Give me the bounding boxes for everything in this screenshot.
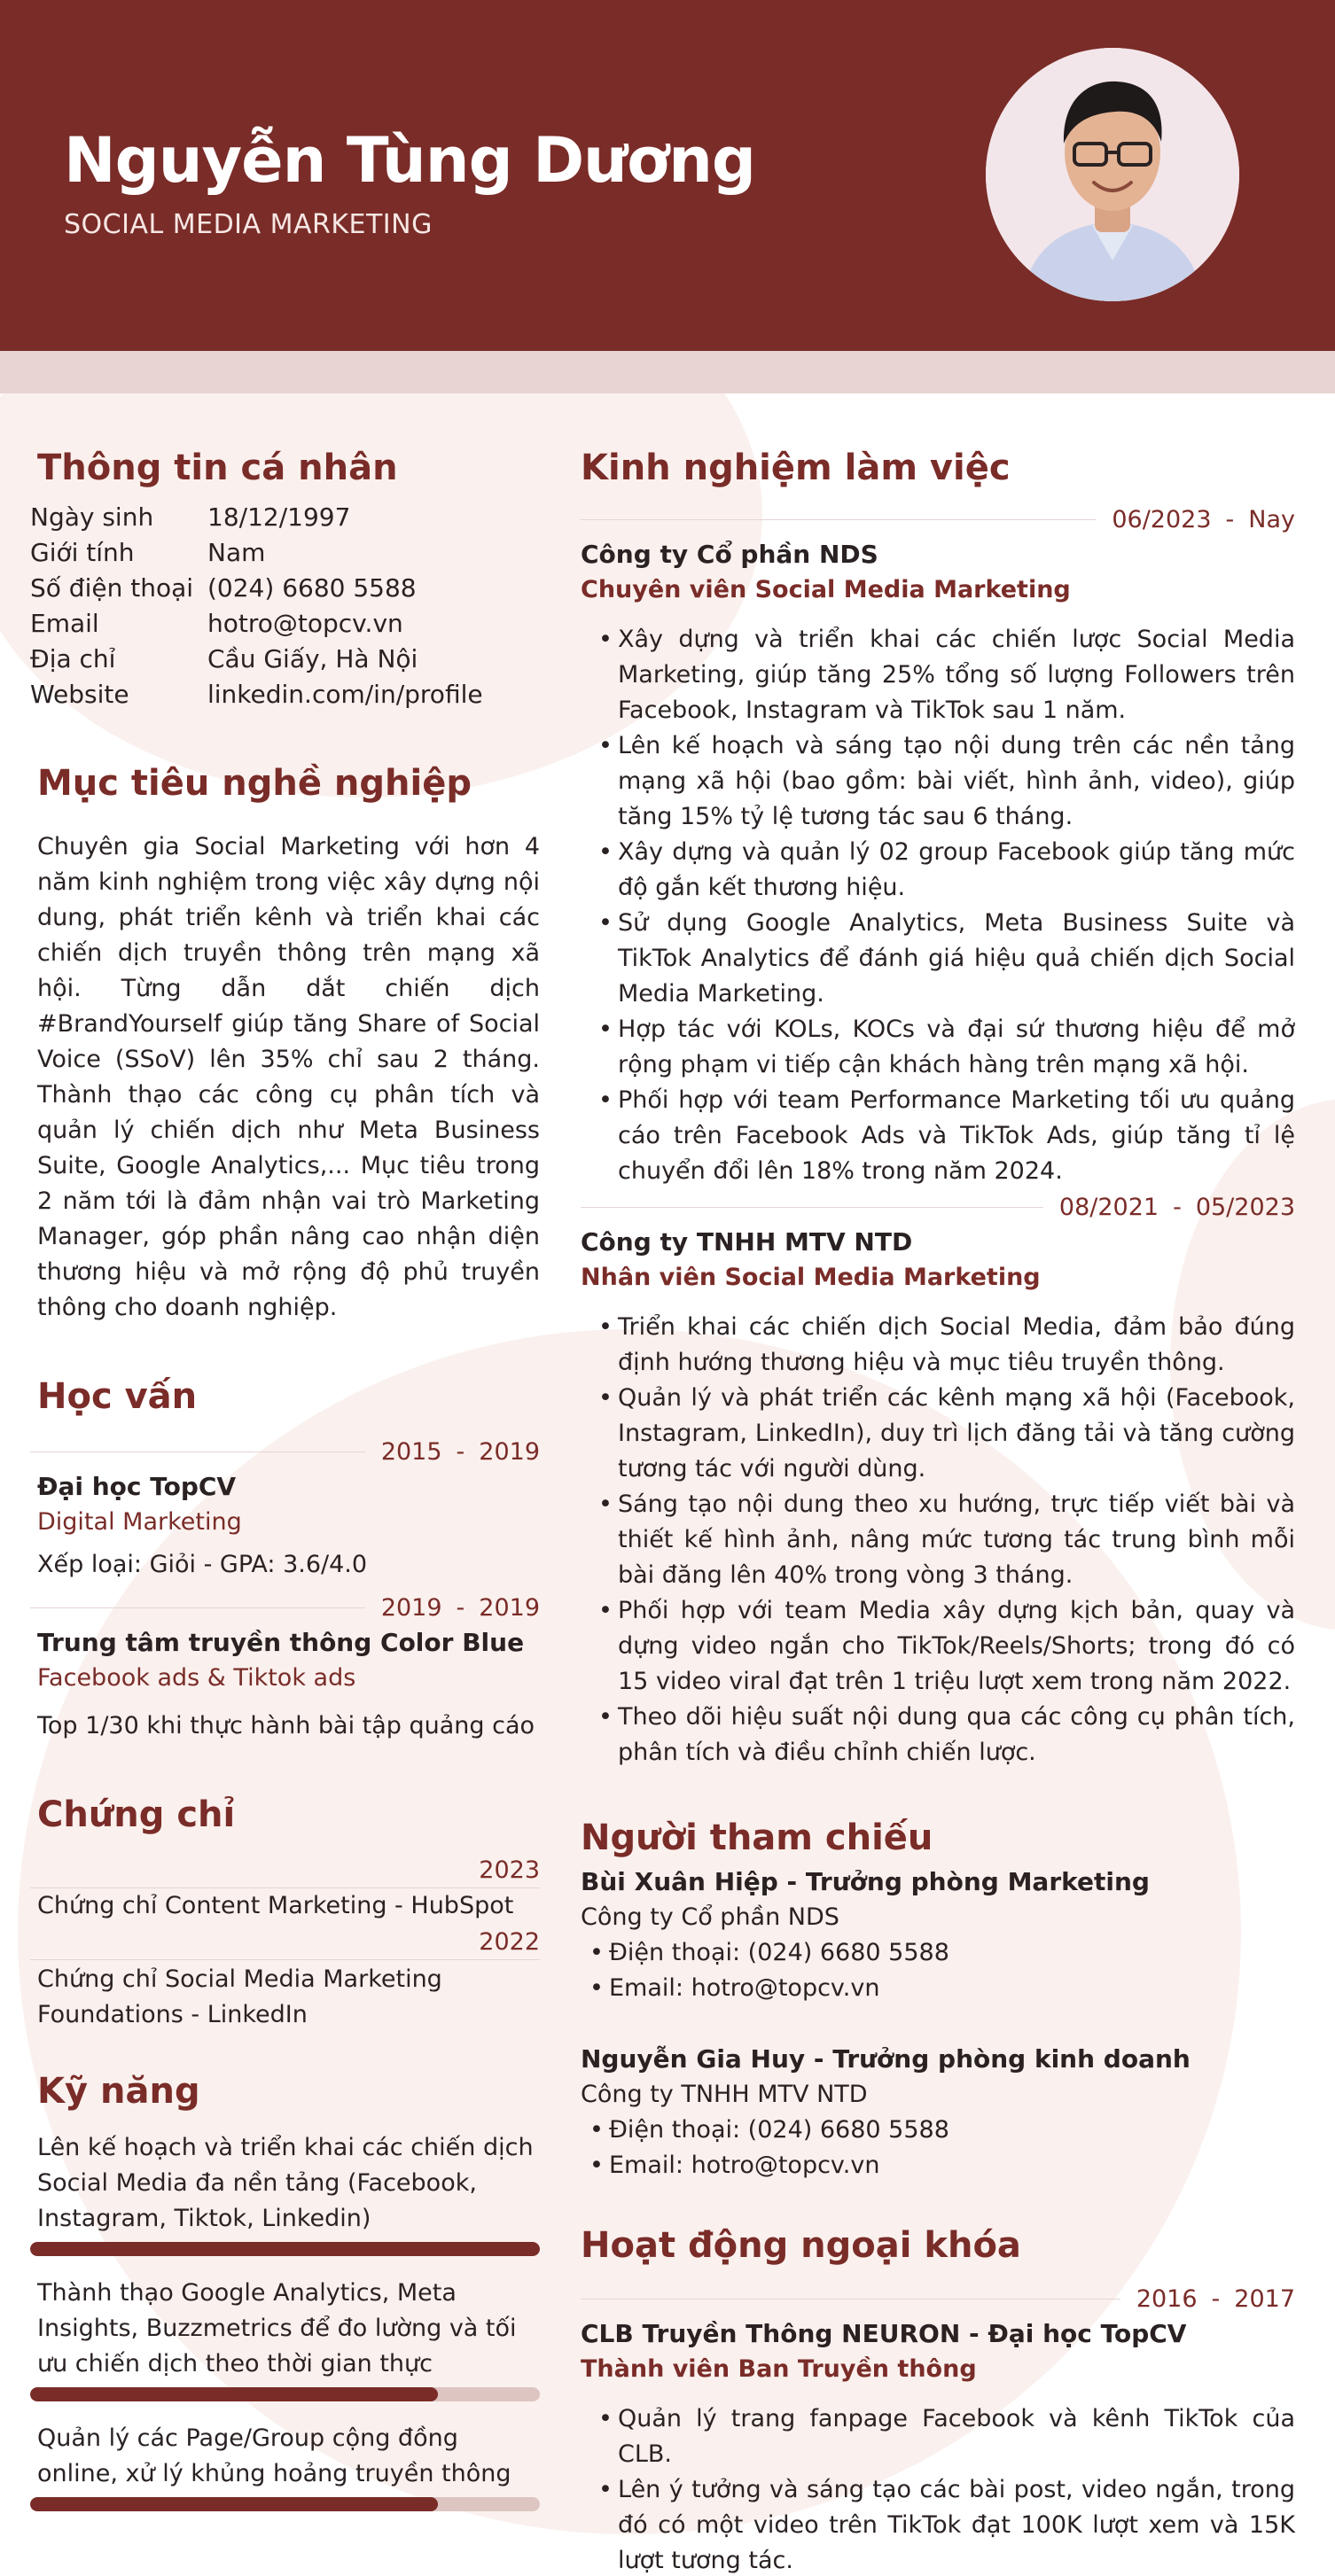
divider [30, 1607, 365, 1608]
school-note: Xếp loại: Giỏi - GPA: 3.6/4.0 [37, 1551, 368, 1578]
info-value[interactable]: (024) 6680 5588 [207, 573, 417, 603]
reference-email: • Email: hotro@topcv.vn [589, 2148, 1295, 2183]
school-name: Trung tâm truyền thông Color Blue [37, 1628, 525, 1657]
certificate-year: 2023 [479, 1856, 540, 1884]
reference-email: • Email: hotro@topcv.vn [589, 1971, 1295, 2006]
info-row-birthdate [30, 500, 540, 535]
date-start: 06/2023 [1112, 505, 1212, 533]
activities-section [581, 2221, 1295, 2576]
date-range [30, 1590, 540, 1625]
skill-level-fill [30, 2242, 540, 2256]
right-column [581, 443, 1295, 2576]
date-end: 2019 [479, 1437, 540, 1466]
date-separator: - [1211, 2284, 1221, 2313]
info-label: Website [30, 680, 129, 709]
section-heading: Mục tiêu nghề nghiệp [37, 763, 472, 804]
skill-description: Lên kế hoạch và triển khai các chiến dịch Social Media đa nền tảng (Facebook, Instagram, Tiktok, Linkedin) [37, 2134, 534, 2232]
date-range [581, 502, 1295, 537]
reference-phone: • Điện thoại: (024) 6680 5588 [589, 2113, 1295, 2148]
info-value: Cầu Giấy, Hà Nội [207, 644, 418, 673]
info-row-phone [30, 571, 540, 606]
date-end: 2017 [1234, 2284, 1295, 2313]
reference-phone: • Điện thoại: (024) 6680 5588 [589, 1935, 1295, 1971]
info-value: Nam [207, 538, 266, 567]
info-value[interactable]: hotro@topcv.vn [207, 609, 403, 638]
section-heading: Kỹ năng [37, 2071, 200, 2112]
info-label: Giới tính [30, 538, 135, 567]
info-label: Số điện thoại [30, 573, 194, 603]
date-start: 2015 [380, 1437, 442, 1466]
date-range [581, 2281, 1295, 2316]
candidate-name: Nguyễn Tùng Dương [64, 124, 756, 197]
list-item: • Lên ý tưởng và sáng tạo các bài post, video ngắn, trong đó có một video trên TikTok đạt 100K lượt xem và 15K lượt tương tác. [598, 2472, 1295, 2576]
list-item: • Theo dõi hiệu suất nội dung qua các công cụ phân tích, phân tích và điều chỉnh chiến lược. [598, 1700, 1295, 1771]
skill-description: Thành thạo Google Analytics, Meta Insights, Buzzmetrics để đo lường và tối ưu chiến dịch theo thời gian thực [37, 2279, 517, 2378]
activity-bullets [581, 2401, 1295, 2576]
section-heading: Kinh nghiệm làm việc [581, 447, 1011, 488]
experience-section [581, 443, 1295, 1771]
company-name: Công ty Cổ phần NDS [581, 540, 878, 569]
objective-text: Chuyên gia Social Marketing với hơn 4 năm kinh nghiệm trong việc xây dựng nội dung, phát triển kênh và triển khai các chiến dịch truyền thông trên mạng xã hội. Từng dẫn dắt chiến dịch #BrandYourself giúp tăng Share of Social Voice (SSoV) lên 35% chỉ sau 2 tháng. Thành thạo các công cụ phân tích và quản lý chiến dịch như Meta Business Suite, Google Analytics,... Mục tiêu trong 2 năm tới là đảm nhận vai trò Marketing Manager, góp phần nâng cao nhận diện thương hiệu và mở rộng độ phủ truyền thông cho doanh nghiệp. [37, 833, 540, 1321]
list-item: • Sáng tạo nội dung theo xu hướng, trực tiếp viết bài và thiết kế hình ảnh, nâng mức tương tác trung bình mỗi bài đăng lên 40% trong vòng 3 tháng. [598, 1487, 1295, 1593]
reference-company: Công ty TNHH MTV NTD [581, 2081, 868, 2108]
section-heading: Chứng chỉ [37, 1794, 236, 1835]
info-row-address [30, 642, 540, 677]
date-separator: - [1173, 1193, 1182, 1221]
school-major: Digital Marketing [37, 1508, 242, 1536]
section-heading: Hoạt động ngoại khóa [581, 2225, 1021, 2266]
info-row-website [30, 677, 540, 712]
company-name: Công ty TNHH MTV NTD [581, 1227, 913, 1257]
date-end: Nay [1248, 505, 1295, 533]
date-end: 05/2023 [1195, 1193, 1295, 1221]
list-item: • Hợp tác với KOLs, KOCs và đại sứ thương hiệu để mở rộng phạm vi tiếp cận khách hàng trên mạng xã hội. [598, 1012, 1295, 1083]
activity-org: CLB Truyền Thông NEURON - Đại học TopCV [581, 2319, 1187, 2348]
date-separator: - [456, 1437, 465, 1466]
date-start: 08/2021 [1058, 1193, 1159, 1221]
info-row-gender [30, 535, 540, 571]
header-stripe [0, 351, 1335, 393]
info-value: 18/12/1997 [207, 502, 351, 532]
list-item: • Xây dựng và quản lý 02 group Facebook giúp tăng mức độ gắn kết thương hiệu. [598, 835, 1295, 906]
reference-contacts [581, 2113, 1295, 2183]
education-section [30, 1372, 540, 1744]
candidate-title: SOCIAL MEDIA MARKETING [64, 209, 433, 240]
list-item: • Phối hợp với team Media xây dựng kịch bản, quay và dựng video ngắn cho TikTok/Reels/Shorts; trong đó có 15 video viral đạt trên 1 triệu lượt xem trong năm 2022. [598, 1593, 1295, 1700]
skill-level-bar [30, 2497, 540, 2511]
certificate-year: 2022 [479, 1927, 540, 1956]
certificate-name: Chứng chỉ Social Media Marketing Foundations - LinkedIn [37, 1965, 442, 2028]
info-row-email [30, 606, 540, 642]
school-name: Đại học TopCV [37, 1472, 237, 1501]
skills-section [30, 2066, 540, 2511]
divider [581, 519, 1096, 520]
info-value[interactable]: linkedin.com/in/profile [207, 680, 483, 709]
divider [581, 2299, 1120, 2300]
list-item: • Sử dụng Google Analytics, Meta Business Suite và TikTok Analytics để đánh giá hiệu quả chiến dịch Social Media Marketing. [598, 906, 1295, 1012]
date-separator: - [456, 1593, 465, 1622]
divider [30, 1451, 365, 1452]
certificate-year-row [30, 1924, 540, 1959]
divider [581, 1207, 1043, 1208]
date-range [581, 1189, 1295, 1225]
skill-level-fill [30, 2497, 438, 2511]
reference-name: Bùi Xuân Hiệp - Trưởng phòng Marketing [581, 1867, 1150, 1896]
list-item: • Quản lý trang fanpage Facebook và kênh TikTok của CLB. [598, 2401, 1295, 2472]
section-heading: Học vấn [37, 1376, 198, 1417]
divider [30, 1959, 540, 1960]
left-column [30, 443, 540, 2531]
list-item: • Xây dựng và triển khai các chiến lược Social Media Marketing, giúp tăng 25% tổng số lượng Followers trên Facebook, Instagram và TikTok sau 1 năm. [598, 622, 1295, 728]
job-bullets [581, 1310, 1295, 1771]
date-end: 2019 [479, 1593, 540, 1622]
certificates-section [30, 1790, 540, 2033]
certificate-year-row [30, 1852, 540, 1887]
references-section [581, 1813, 1295, 2183]
list-item: • Phối hợp với team Performance Marketing tối ưu quảng cáo trên Facebook Ads và TikTok Ads, giúp tăng tỉ lệ chuyển đổi lên 18% trong năm 2024. [598, 1083, 1295, 1189]
date-start: 2019 [380, 1593, 442, 1622]
info-label: Ngày sinh [30, 502, 154, 532]
avatar-portrait [986, 48, 1239, 301]
skill-level-fill [30, 2387, 438, 2401]
school-note: Top 1/30 khi thực hành bài tập quảng cáo [37, 1712, 535, 1739]
info-label: Địa chỉ [30, 644, 116, 673]
job-role: Nhân viên Social Media Marketing [581, 1264, 1041, 1291]
avatar [986, 48, 1239, 301]
list-item: • Lên kế hoạch và sáng tạo nội dung trên các nền tảng mạng xã hội (bao gồm: bài viết, hình ảnh, video), giúp tăng 15% tỷ lệ tương tác sau 6 tháng. [598, 728, 1295, 835]
certificate-name: Chứng chỉ Content Marketing - HubSpot [37, 1892, 514, 1919]
section-heading: Người tham chiếu [581, 1817, 933, 1858]
school-major: Facebook ads & Tiktok ads [37, 1664, 356, 1692]
skill-level-bar [30, 2242, 540, 2256]
job-role: Chuyên viên Social Media Marketing [581, 576, 1071, 603]
reference-contacts [581, 1935, 1295, 2006]
skill-level-bar [30, 2387, 540, 2401]
skill-description: Quản lý các Page/Group cộng đồng online, xử lý khủng hoảng truyền thông [37, 2424, 511, 2487]
date-start: 2016 [1136, 2284, 1198, 2313]
reference-company: Công ty Cổ phần NDS [581, 1903, 839, 1931]
section-heading: Thông tin cá nhân [37, 447, 398, 488]
job-bullets [581, 622, 1295, 1189]
date-separator: - [1225, 505, 1235, 533]
date-range [30, 1434, 540, 1469]
list-item: • Quản lý và phát triển các kênh mạng xã hội (Facebook, Instagram, LinkedIn), duy trì lịch đăng tải và tăng cường tương tác với người dùng. [598, 1381, 1295, 1487]
reference-name: Nguyễn Gia Huy - Trưởng phòng kinh doanh [581, 2044, 1191, 2074]
list-item: • Triển khai các chiến dịch Social Media, đảm bảo đúng định hướng thương hiệu và mục tiêu truyền thông. [598, 1310, 1295, 1381]
personal-info-section [30, 443, 540, 712]
activity-role: Thành viên Ban Truyền thông [581, 2355, 977, 2383]
objective-section [30, 759, 540, 1326]
info-label: Email [30, 609, 99, 638]
